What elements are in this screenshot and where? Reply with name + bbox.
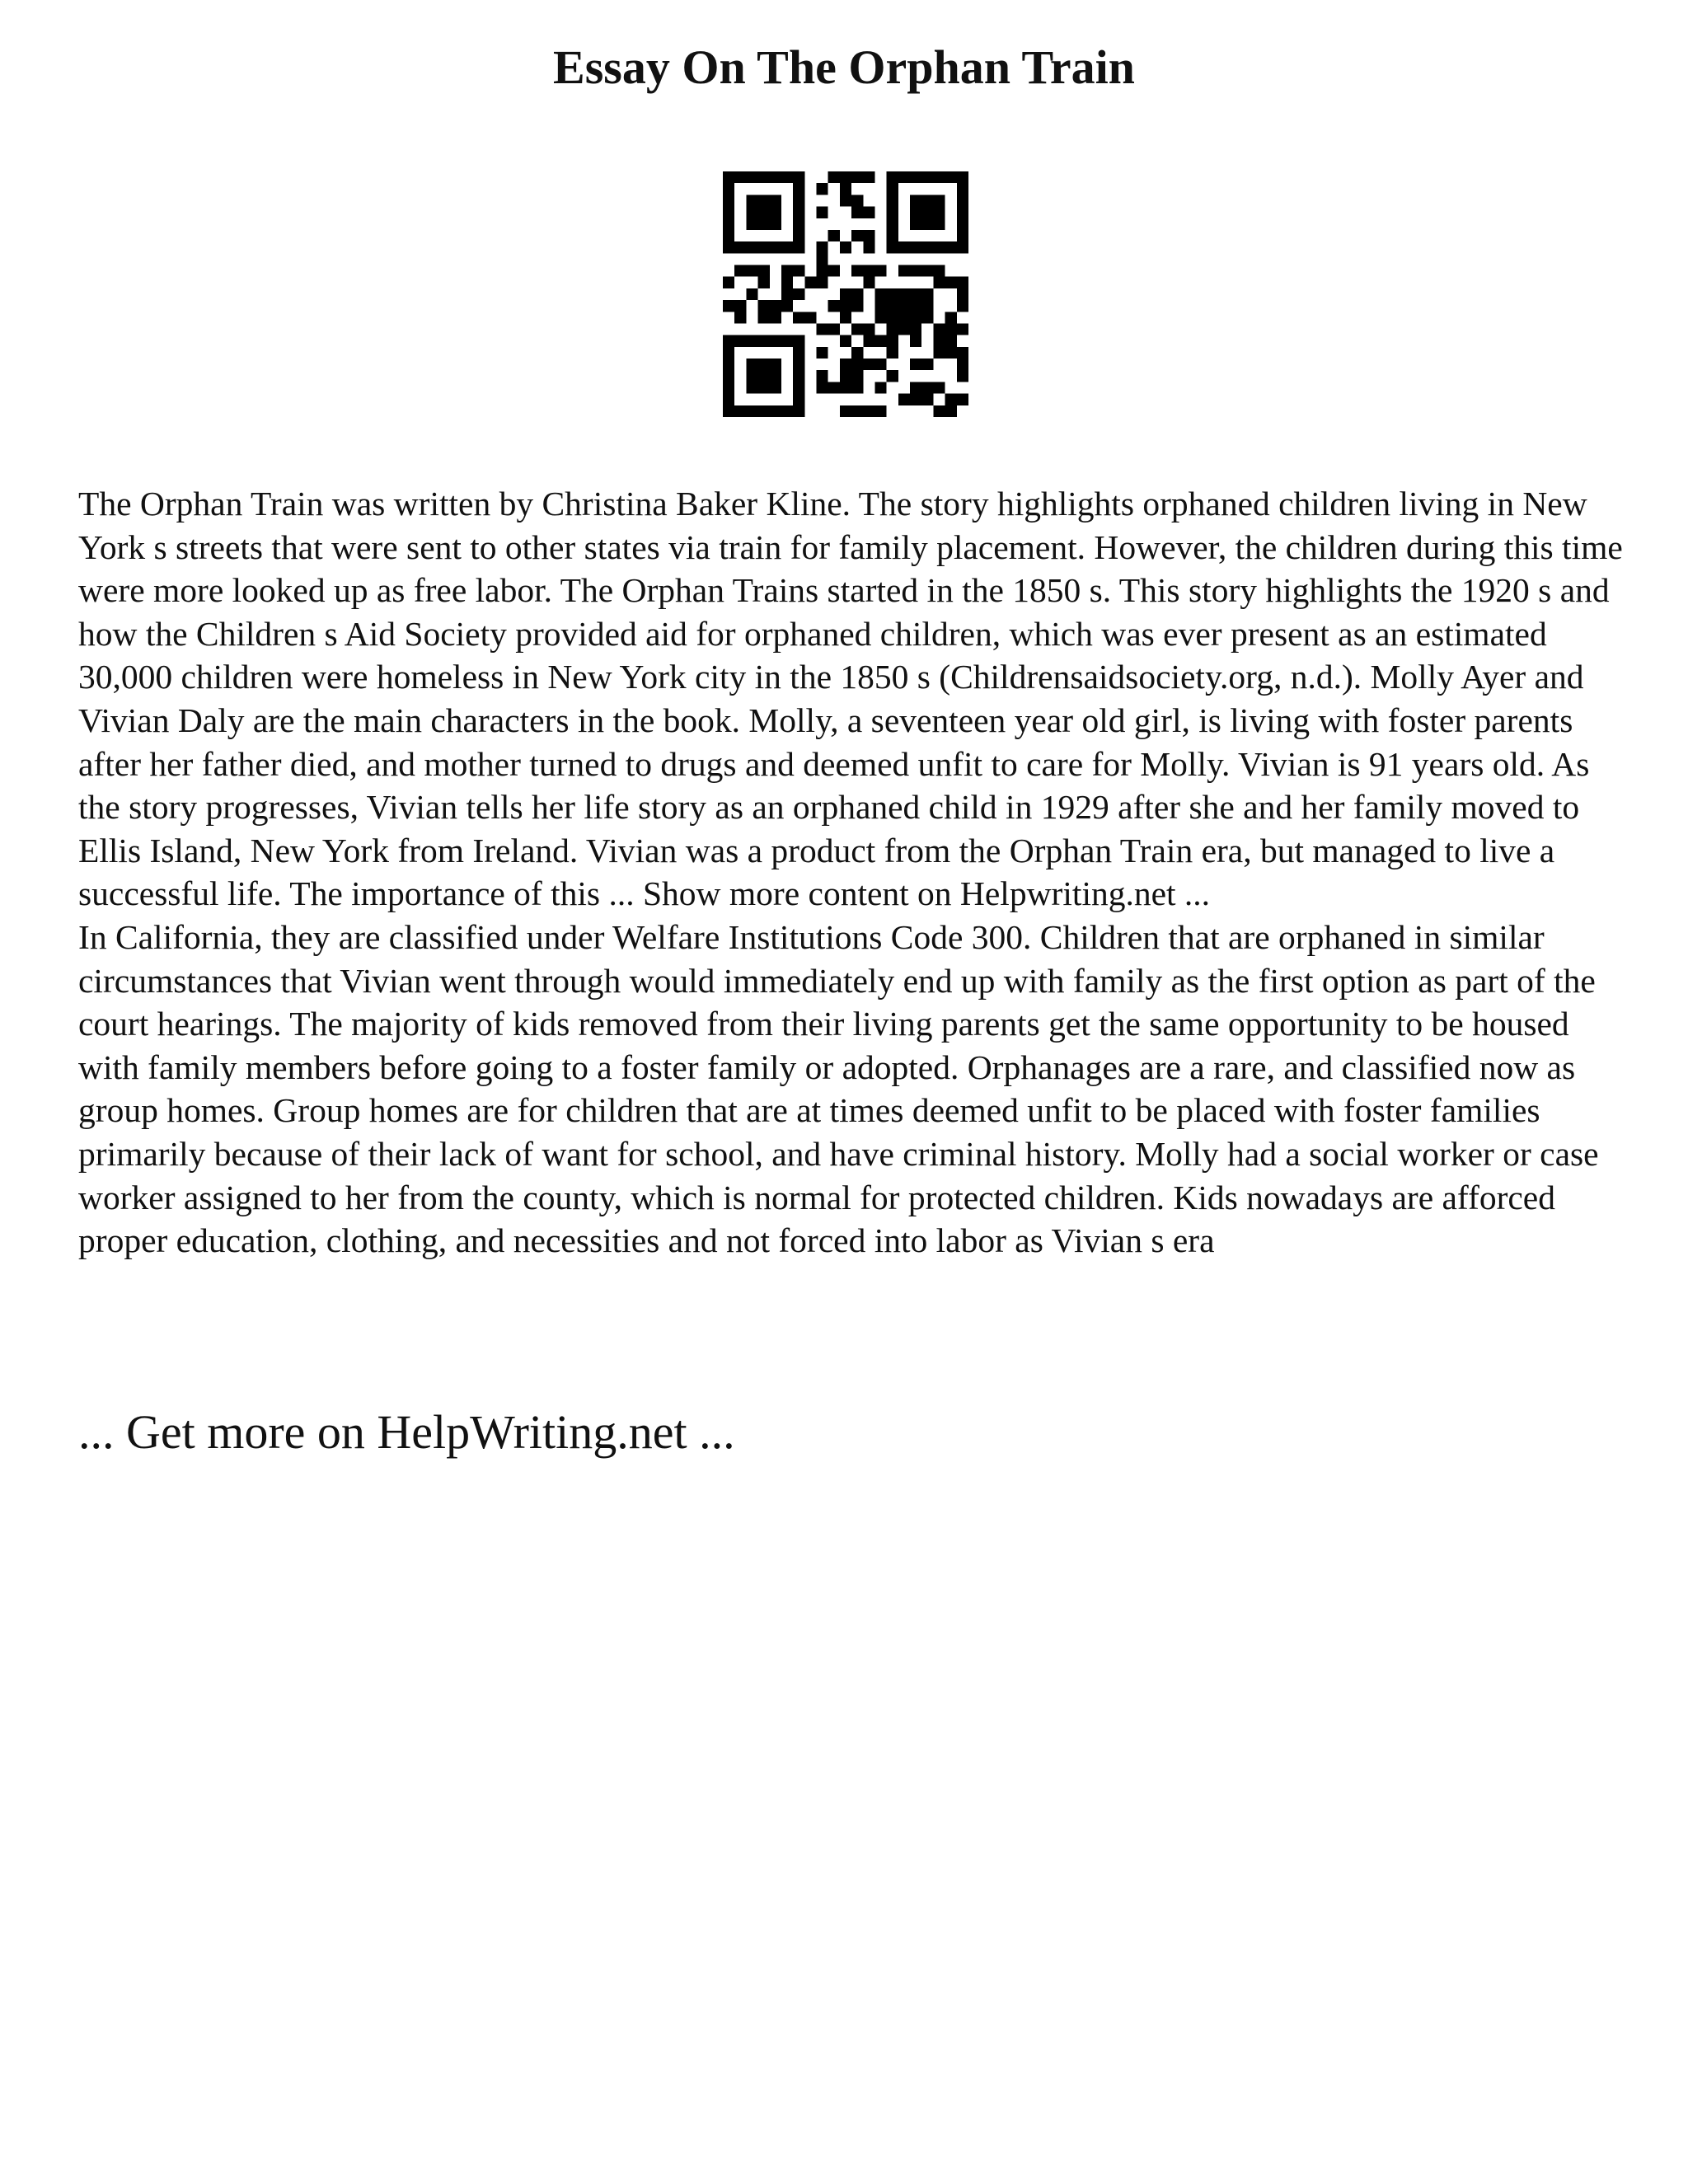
get-more-link[interactable]: ... Get more on HelpWriting.net ...: [78, 1405, 735, 1459]
essay-paragraph-2: In California, they are classified under Welfare Institutions Code 300. Children that are orphaned in similar circumstances that Vivian went through would immediately end up with family as the first option as part of the court hearings. The majority of kids removed from their living parents get the same opportunity to be housed with family members before going to a foster family or adopted. Orphanages are a rare, and classified now as group homes. Group homes are for children that are at times deemed unfit to be placed with foster families primarily because of their lack of want for school, and have criminal history. Molly had a social worker or case worker assigned to her from the county, which is normal for protected children. Kids nowadays are afforced proper education, clothing, and necessities and not forced into labor as Vivian s era: [78, 917, 1599, 1260]
essay-body: [78, 482, 1628, 1263]
qr-code-icon: [723, 171, 968, 417]
page-title: Essay On The Orphan Train: [553, 40, 1135, 94]
essay-paragraph-1: The Orphan Train was written by Christina Baker Kline. The story highlights orphaned children living in New York s streets that were sent to other states via train for family placement. However, the children during this time were more looked up as free labor. The Orphan Trains started in the 1850 s. This story highlights the 1920 s and how the Children s Aid Society provided aid for orphaned children, which was ever present as an estimated 30,000 children were homeless in New York city in the 1850 s (Childrensaidsociety.org, n.d.). Molly Ayer and Vivian Daly are the main characters in the book. Molly, a seventeen year old girl, is living with foster parents after her father died, and mother turned to drugs and deemed unfit to care for Molly. Vivian is 91 years old. As the story progresses, Vivian tells her life story as an orphaned child in 1929 after she and her family moved to Ellis Island, New York from Ireland. Vivian was a product from the Orphan Train era, but managed to live a successful life. The importance of this ... Show more content on Helpwriting.net ...: [78, 485, 1623, 913]
